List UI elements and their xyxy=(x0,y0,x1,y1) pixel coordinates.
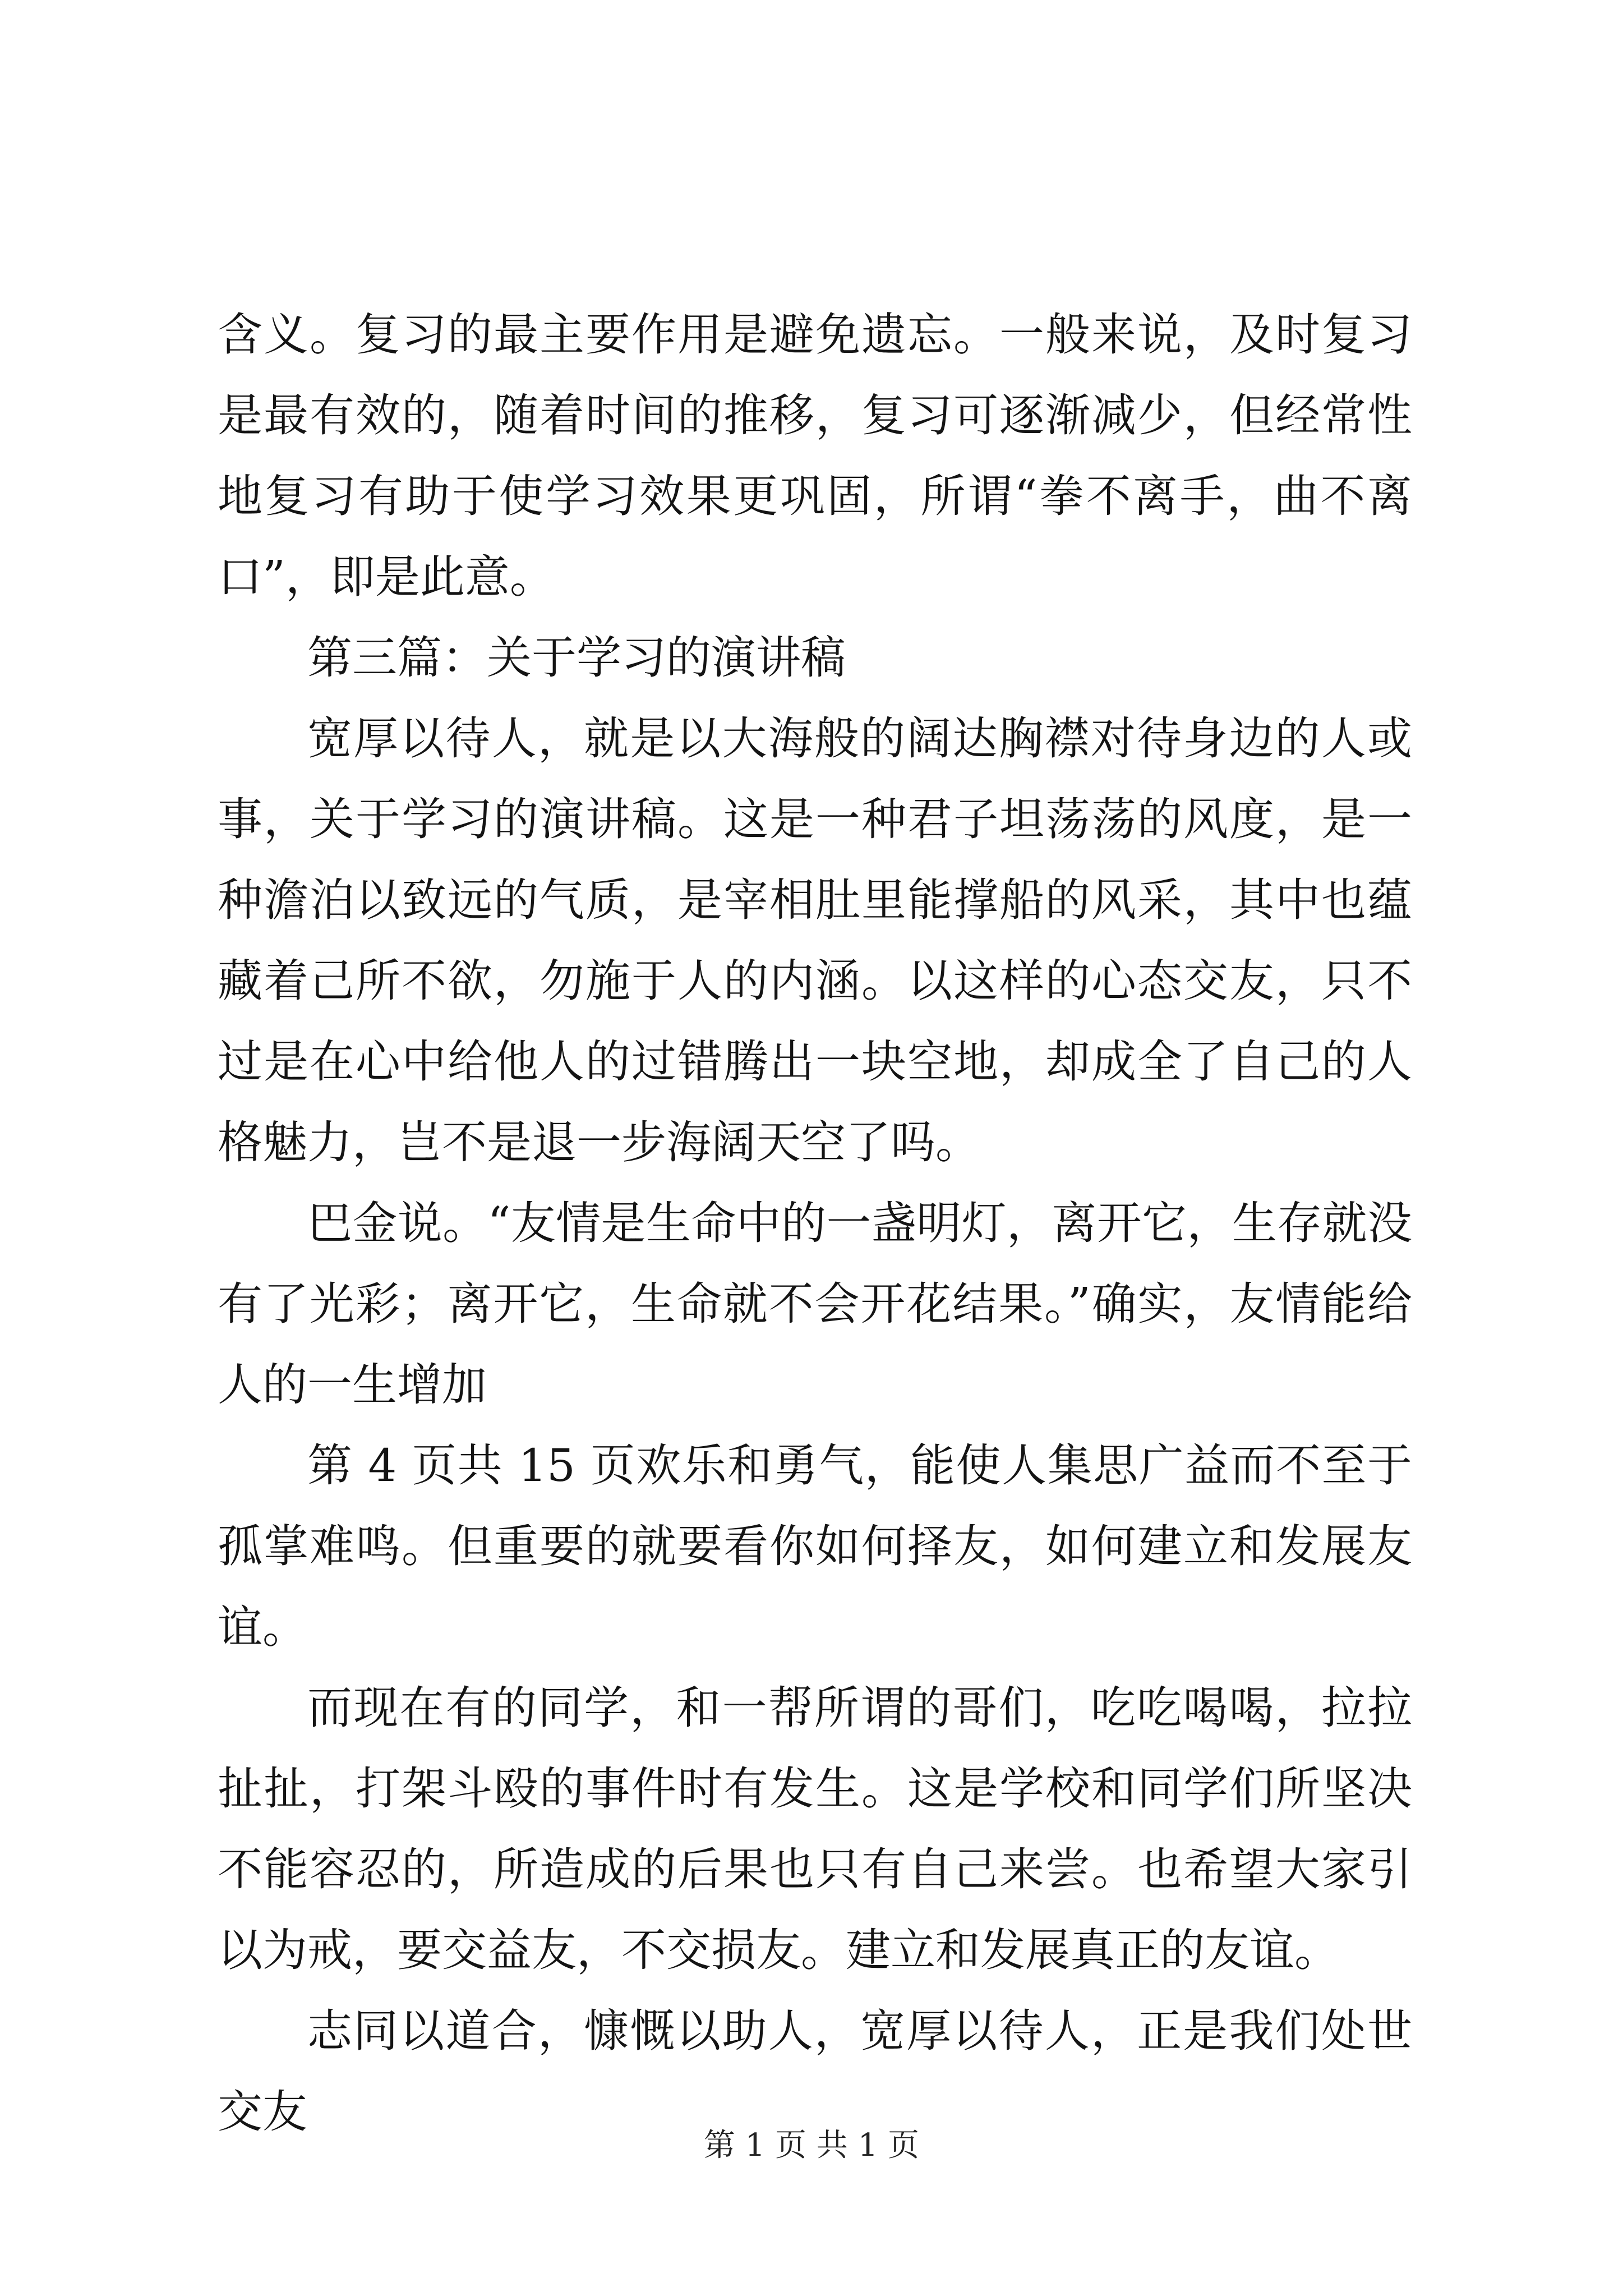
paragraph-1: 含义。复习的最主要作用是避免遗忘。一般来说，及时复习是最有效的，随着时间的推移，复习可逐渐减少，但经常性地复习有助于使学习效果更巩固，所谓“拳不离手，曲不离口”，即是此意。 xyxy=(218,309,1412,603)
section-heading: 第三篇：关于学习的演讲稿 xyxy=(307,632,846,684)
paragraph-6: 志同以道合，慷慨以助人，宽厚以待人，正是我们处世交友 xyxy=(218,2005,1412,2138)
paragraph-4: 第 4 页共 15 页欢乐和勇气，能使人集思广益而不至于孤掌难鸣。但重要的就要看你如何择友，如何建立和发展友谊。 xyxy=(218,1439,1412,1653)
paragraph-5: 而现在有的同学，和一帮所谓的哥们，吃吃喝喝，拉拉扯扯，打架斗殴的事件时有发生。这是学校和同学们所坚决不能容忍的，所造成的后果也只有自己来尝。也希望大家引以为戒，要交益友，不交损友。建立和发展真正的友谊。 xyxy=(218,1682,1412,1976)
paragraph-2: 宽厚以待人，就是以大海般的阔达胸襟对待身边的人或事，关于学习的演讲稿。这是一种君子坦荡荡的风度，是一种澹泊以致远的气质，是宰相肚里能撑船的风采，其中也蕴藏着己所不欲，勿施于人的内涵。以这样的心态交友，只不过是在心中给他人的过错腾出一块空地，却成全了自己的人格魅力，岂不是退一步海阔天空了吗。 xyxy=(218,712,1412,1168)
page-footer: 第 1 页 共 1 页 xyxy=(703,2127,920,2164)
document-body xyxy=(218,295,1412,2152)
paragraph-3: 巴金说。“友情是生命中的一盏明灯，离开它，生存就没有了光彩；离开它，生命就不会开花结果。”确实，友情能给人的一生增加 xyxy=(218,1197,1412,1411)
